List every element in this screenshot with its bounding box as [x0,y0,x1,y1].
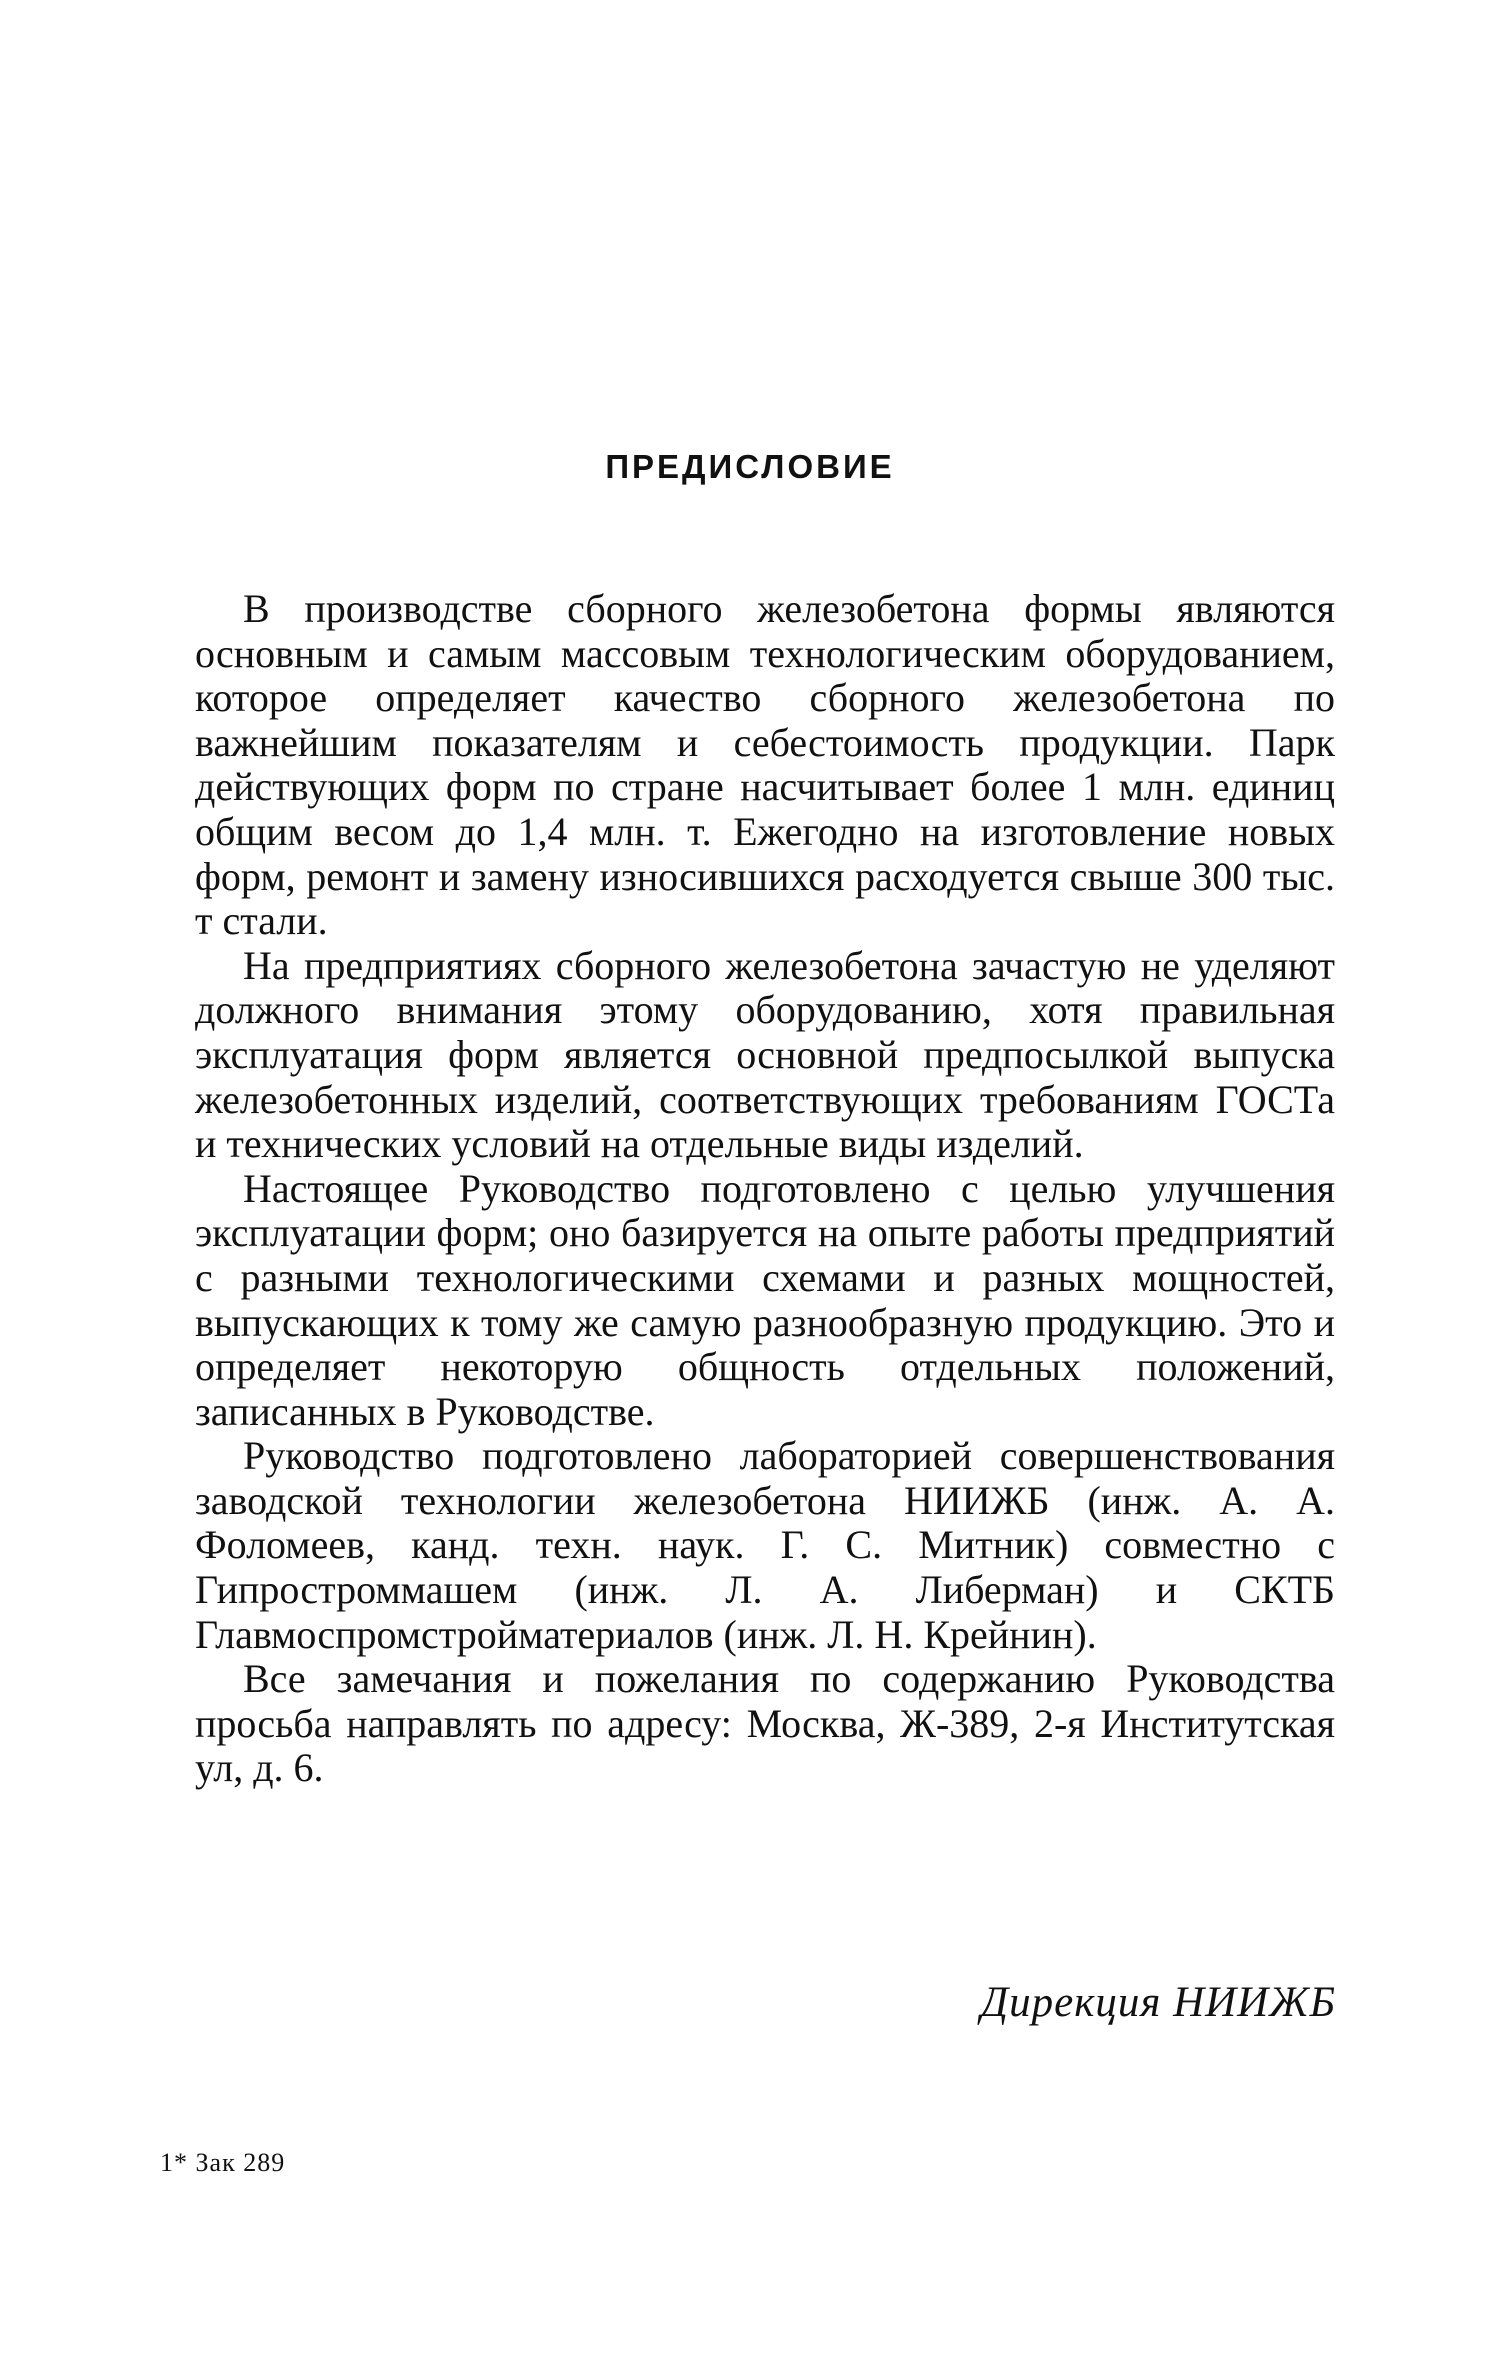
paragraph-5: Все замечания и пожелания по содержанию Руководства просьба направлять по адресу: Москва, Ж-389, 2-я Институтская ул, д. 6. [195,1656,1335,1791]
paragraph-3: Настоящее Руководство подготовлено с целью улучшения эксплуатации форм; оно базируется на опыте работы предприятий с разными технологическими схемами и разных мощностей, выпускающих к тому же самую разнообразную продукцию. Это и определяет некоторую общность отдельных положений, записанных в Руководстве. [195,1165,1335,1434]
body-text [195,587,1335,1791]
printer-note: 1* Зак 289 [160,2148,286,2177]
paragraph-4: Руководство подготовлено лабораторией совершенствования заводской технологии железобетона НИИЖБ (инж. А. А. Фоломеев, канд. техн. наук. Г. С. Митник) совместно с Гипростроммашем (инж. Л. А. Либерман) и СКТБ Главмоспромстройматериалов (инж. Л. Н. Крейнин). [195,1433,1335,1657]
page-title: ПРЕДИСЛОВИЕ [605,448,895,485]
signature: Дирекция НИИЖБ [980,1979,1336,2026]
paragraph-2: На предприятиях сборного железобетона зачастую не уделяют должного внимания этому оборудованию, хотя правильная эксплуатация форм является основной предпосылкой выпуска железобетонных изделий, соответствующих требованиям ГОСТа и технических условий на отдельные виды изделий. [195,942,1335,1167]
paragraph-1: В производстве сборного железобетона формы являются основным и самым массовым технологическим оборудованием, которое определяет качество сборного железобетона по важнейшим показателям и себестоимость продукции. Парк действующих форм по стране насчитывает более 1 млн. единиц общим весом до 1,4 млн. т. Ежегодно на изготовление новых форм, ремонт и замену износившихся расходуется свыше 300 тыс. т стали. [195,586,1335,944]
